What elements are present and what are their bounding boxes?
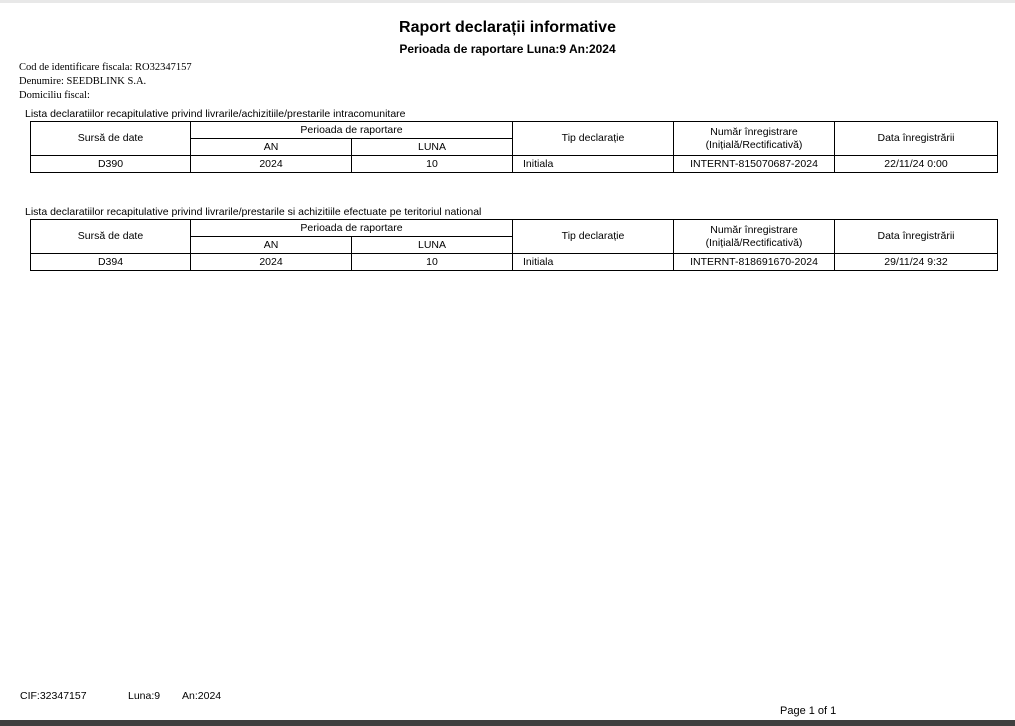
cell-year: 2024 [191, 156, 352, 173]
header-month: LUNA [352, 237, 513, 254]
cell-type: Initiala [513, 254, 674, 271]
cell-registration-date: 29/11/24 9:32 [835, 254, 998, 271]
footer-year: An:2024 [182, 690, 222, 702]
declarations-table-intracommunity [30, 121, 998, 173]
cell-registration-number: INTERNT-818691670-2024 [674, 254, 835, 271]
bottom-toolbar-edge [0, 720, 1015, 726]
section-title-national: Lista declaratiilor recapitulative privind livrarile/prestarile si achizitiile efectuate pe teritoriul national [25, 206, 482, 218]
report-title: Raport declarații informative [399, 19, 616, 36]
cell-month: 10 [352, 156, 513, 173]
header-registration-number [674, 122, 835, 156]
header-year: AN [191, 139, 352, 156]
header-period: Perioada de raportare [191, 220, 513, 237]
header-year: AN [191, 237, 352, 254]
page-number: Page 1 of 1 [780, 705, 837, 717]
header-registration-number-line2: (Inițială/Rectificativă) [705, 138, 803, 151]
header-registration-number [674, 220, 835, 254]
table-row [31, 156, 998, 173]
cell-source: D394 [31, 254, 191, 271]
header-registration-number-line2: (Inițială/Rectificativă) [705, 236, 803, 249]
cell-registration-number: INTERNT-815070687-2024 [674, 156, 835, 173]
fiscal-code: Cod de identificare fiscala: RO32347157 [19, 62, 192, 73]
company-name: Denumire: SEEDBLINK S.A. [19, 76, 147, 87]
table-row [31, 254, 998, 271]
declarations-table-national [30, 219, 998, 271]
header-registration-number-line1: Număr înregistrare [710, 125, 798, 138]
header-type: Tip declarație [513, 122, 674, 156]
cell-month: 10 [352, 254, 513, 271]
cell-source: D390 [31, 156, 191, 173]
header-source: Sursă de date [31, 122, 191, 156]
header-registration-number-line1: Număr înregistrare [710, 223, 798, 236]
fiscal-address: Domiciliu fiscal: [19, 90, 90, 101]
footer-month: Luna:9 [128, 690, 161, 702]
header-month: LUNA [352, 139, 513, 156]
cell-registration-date: 22/11/24 0:00 [835, 156, 998, 173]
header-registration-date: Data înregistrării [835, 122, 998, 156]
header-type: Tip declarație [513, 220, 674, 254]
header-registration-date: Data înregistrării [835, 220, 998, 254]
cell-type: Initiala [513, 156, 674, 173]
header-period: Perioada de raportare [191, 122, 513, 139]
header-source: Sursă de date [31, 220, 191, 254]
report-subtitle: Perioada de raportare Luna:9 An:2024 [399, 42, 616, 56]
cell-year: 2024 [191, 254, 352, 271]
top-border [0, 0, 1015, 3]
footer-cif: CIF:32347157 [20, 690, 87, 702]
section-title-intracommunity: Lista declaratiilor recapitulative privind livrarile/achizitiile/prestarile intracomunitare [25, 108, 406, 120]
